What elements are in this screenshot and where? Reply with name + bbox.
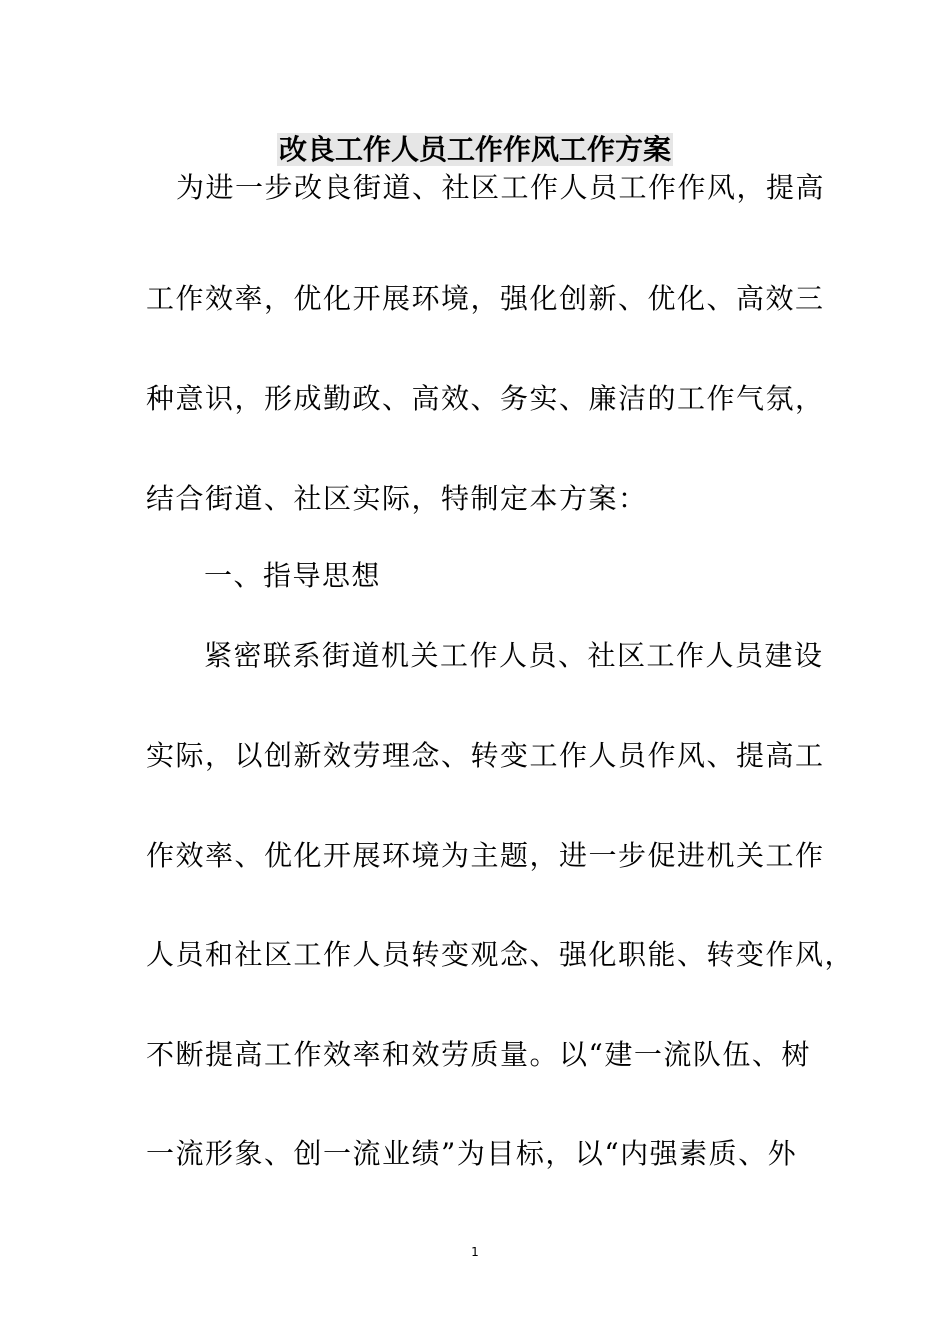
document-title-text: 改良工作人员工作作风工作方案 [278, 133, 671, 166]
paragraph-line-9: 人员和社区工作人员转变观念、强化职能、转变作风， [146, 938, 855, 971]
paragraph-line-11: 一流形象、创一流业绩”为目标，以“内强素质、外 [146, 1137, 798, 1170]
section-heading-guiding-ideology: 一、指导思想 [204, 559, 382, 592]
paragraph-line-4: 结合街道、社区实际，特制定本方案： [146, 482, 648, 515]
paragraph-line-6: 紧密联系街道机关工作人员、社区工作人员建设 [204, 639, 824, 672]
paragraph-line-10: 不断提高工作效率和效劳质量。以“建一流队伍、树 [146, 1038, 811, 1071]
document-title [0, 128, 950, 172]
paragraph-line-3: 种意识，形成勤政、高效、务实、廉洁的工作气氛， [146, 382, 825, 415]
paragraph-line-1: 为进一步改良街道、社区工作人员工作作风，提高 [176, 171, 826, 204]
paragraph-line-2: 工作效率，优化开展环境，强化创新、优化、高效三 [146, 282, 825, 315]
page-number: 1 [471, 1245, 479, 1259]
paragraph-line-7: 实际，以创新效劳理念、转变工作人员作风、提高工 [146, 739, 825, 772]
paragraph-line-8: 作效率、优化开展环境为主题，进一步促进机关工作 [146, 839, 825, 872]
